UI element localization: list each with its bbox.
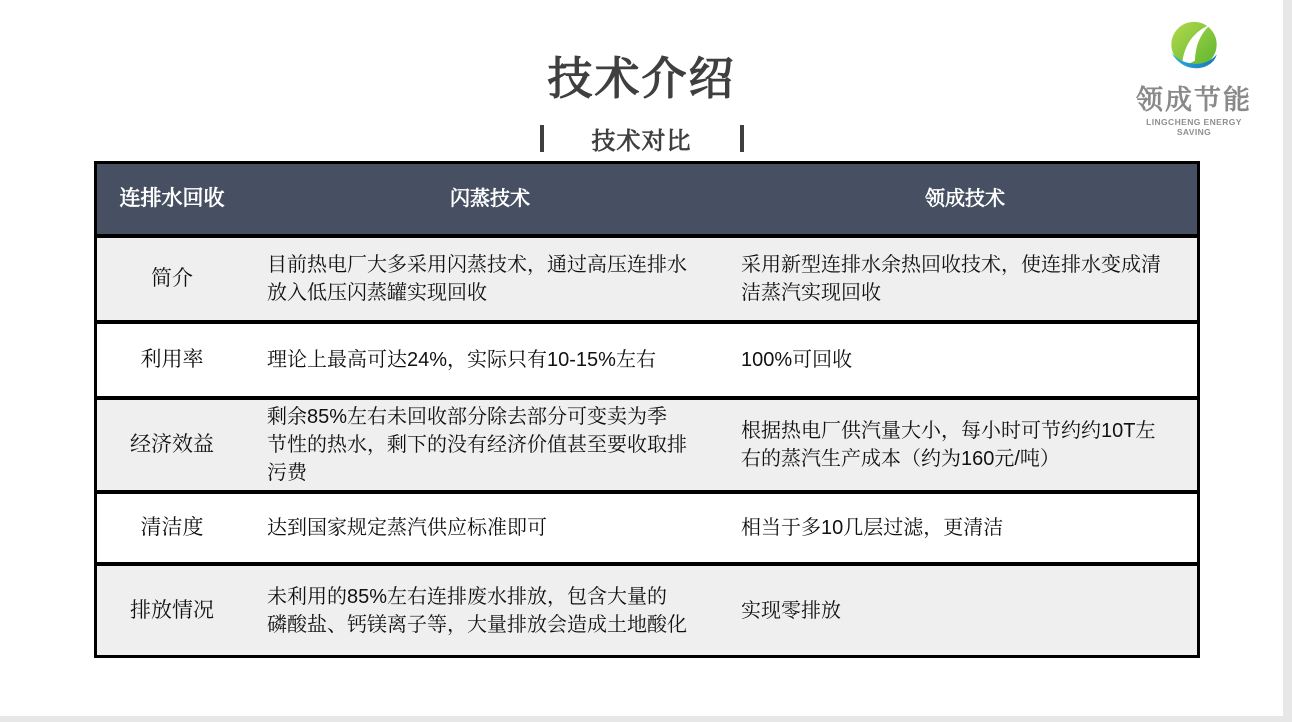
flash-cell: 目前热电厂大多采用闪蒸技术，通过高压连排水放入低压闪蒸罐实现回收: [267, 254, 687, 304]
subtitle: [0, 121, 1283, 156]
lingcheng-cell: 根据热电厂供汽量大小，每小时可节约约10T左右的蒸汽生产成本（约为160元/吨）: [741, 420, 1156, 470]
table-row-intro: [97, 238, 1197, 324]
canvas-right-edge: [1283, 0, 1292, 722]
canvas-bottom-edge: [0, 716, 1292, 722]
logo-name-en: LINGCHENG ENERGY SAVING: [1146, 117, 1242, 138]
flash-cell: 理论上最高可达24%，实际只有10-15%左右: [267, 349, 656, 371]
table-row-utilization: [97, 324, 1197, 400]
row-label: 排放情况: [130, 598, 214, 622]
row-label: 简介: [151, 267, 193, 290]
logo-mark-icon: [1165, 20, 1223, 78]
page-title: 技术介绍: [547, 54, 736, 104]
lingcheng-cell: 实现零排放: [741, 599, 841, 622]
header-flash-tech: 闪蒸技术: [450, 188, 530, 210]
comparison-table: [94, 161, 1200, 658]
header-lingcheng-tech: 领成技术: [925, 188, 1005, 210]
lingcheng-cell: 相当于多10几层过滤，更清洁: [741, 517, 1004, 539]
header-recovery: 连排水回收: [119, 187, 225, 210]
company-logo: [1128, 20, 1260, 137]
row-label: 经济效益: [130, 433, 214, 456]
logo-name: 领成节能: [1136, 85, 1252, 115]
lingcheng-cell: 采用新型连排水余热回收技术，使连排水变成清洁蒸汽实现回收: [741, 254, 1161, 304]
subtitle-right-bar: [740, 125, 744, 152]
row-label: 清洁度: [140, 516, 204, 539]
table-row-cleanliness: [97, 494, 1197, 566]
row-label: 利用率: [140, 348, 204, 371]
table-row-economics: [97, 400, 1197, 494]
table-header-row: [97, 164, 1197, 238]
lingcheng-cell: 100%可回收: [741, 349, 853, 371]
subtitle-left-bar: [540, 125, 544, 152]
flash-cell: 达到国家规定蒸汽供应标准即可: [267, 517, 547, 539]
title-block: [0, 42, 1283, 156]
table-row-emissions: [97, 566, 1197, 655]
flash-cell: 未利用的85%左右连排废水排放，包含大量的磷酸盐、钙镁离子等，大量排放会造成土地酸化: [267, 585, 687, 636]
subtitle-label: 技术对比: [591, 128, 692, 155]
flash-cell: 剩余85%左右未回收部分除去部分可变卖为季节性的热水，剩下的没有经济价值甚至要收取排污费: [267, 406, 687, 484]
